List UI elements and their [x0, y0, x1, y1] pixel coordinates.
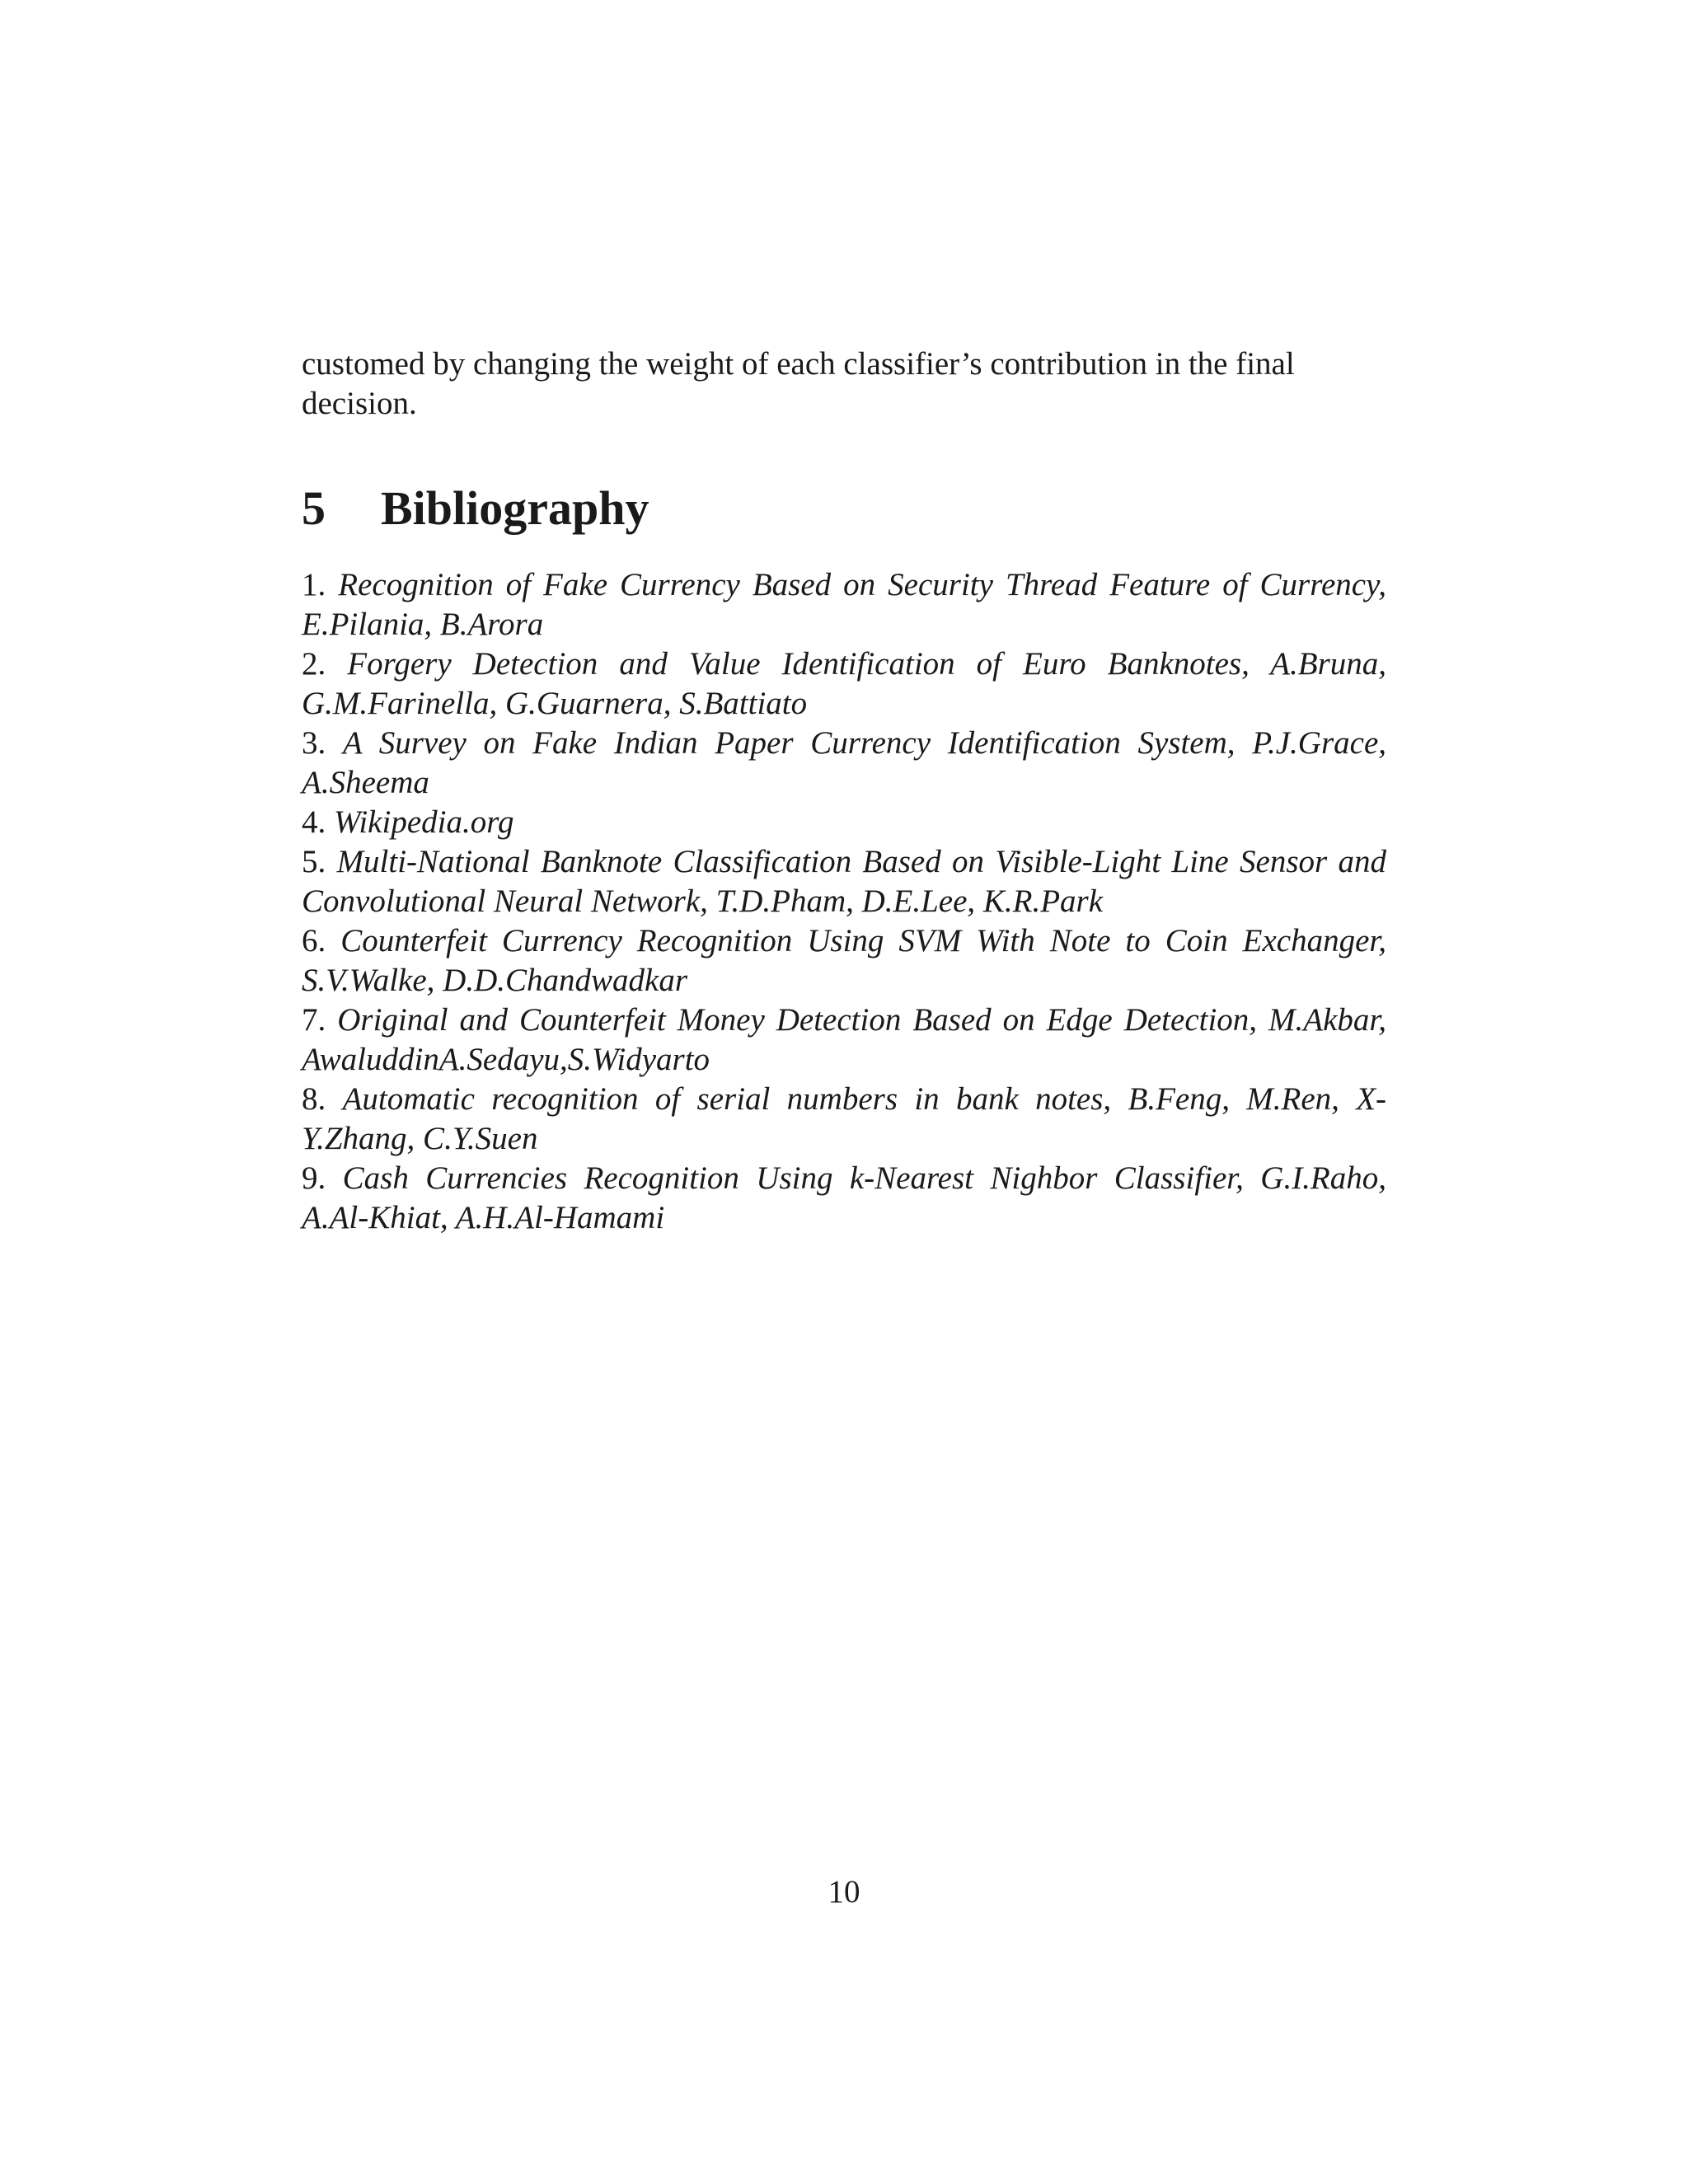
entry-text: Recognition of Fake Currency Based on Security Thread Feature of Currency, E.Pilania, B.Arora — [302, 567, 1386, 642]
entry-text: Forgery Detection and Value Identification of Euro Banknotes, A.Bruna, G.M.Farinella, G.Guarnera, S.Battiato — [302, 646, 1387, 721]
entry-text: Wikipedia.org — [334, 804, 514, 840]
entry-text: Cash Currencies Recognition Using k-Nearest Nighbor Classifier, G.I.Raho, A.Al-Khiat, A.H.Al-Hamami — [302, 1160, 1387, 1235]
entry-text: Original and Counterfeit Money Detection Based on Edge Detection, M.Akbar, AwaluddinA.Sedayu,S.Widyarto — [302, 1002, 1387, 1077]
section-number: 5 — [302, 481, 326, 535]
page-number: 10 — [828, 1874, 860, 1910]
bibliography-list — [302, 565, 1386, 1238]
entry-number: 3. — [302, 725, 326, 761]
entry-number: 1. — [302, 567, 326, 602]
bibliography-entry — [302, 1159, 1386, 1238]
bibliography-entry — [302, 644, 1386, 724]
entry-number: 7. — [302, 1002, 326, 1038]
bibliography-entry — [302, 1080, 1386, 1159]
bibliography-entry — [302, 803, 1386, 842]
section-title: Bibliography — [381, 481, 649, 535]
bibliography-entry — [302, 921, 1386, 1001]
entry-number: 8. — [302, 1081, 326, 1117]
entry-text: Multi-National Banknote Classification Based on Visible-Light Line Sensor and Convolutional Neural Network, T.D.Pham, D.E.Lee, K.R.Park — [302, 844, 1386, 919]
entry-number: 6. — [302, 923, 326, 958]
entry-number: 2. — [302, 646, 326, 682]
bibliography-entry — [302, 724, 1386, 803]
entry-number: 9. — [302, 1160, 326, 1196]
entry-text: Automatic recognition of serial numbers in bank notes, B.Feng, M.Ren, X-Y.Zhang, C.Y.Suen — [302, 1081, 1387, 1156]
section-heading — [302, 480, 649, 537]
bibliography-entry — [302, 1001, 1386, 1080]
entry-number: 4. — [302, 804, 326, 840]
bibliography-entry — [302, 565, 1386, 644]
bibliography-entry — [302, 842, 1386, 921]
entry-text: A Survey on Fake Indian Paper Currency Identification System, P.J.Grace, A.Sheema — [302, 725, 1387, 800]
continued-paragraph: customed by changing the weight of each classifier’s contribution in the final decision. — [302, 346, 1295, 421]
entry-number: 5. — [302, 844, 326, 879]
entry-text: Counterfeit Currency Recognition Using SVM With Note to Coin Exchanger, S.V.Walke, D.D.Chandwadkar — [302, 923, 1386, 998]
